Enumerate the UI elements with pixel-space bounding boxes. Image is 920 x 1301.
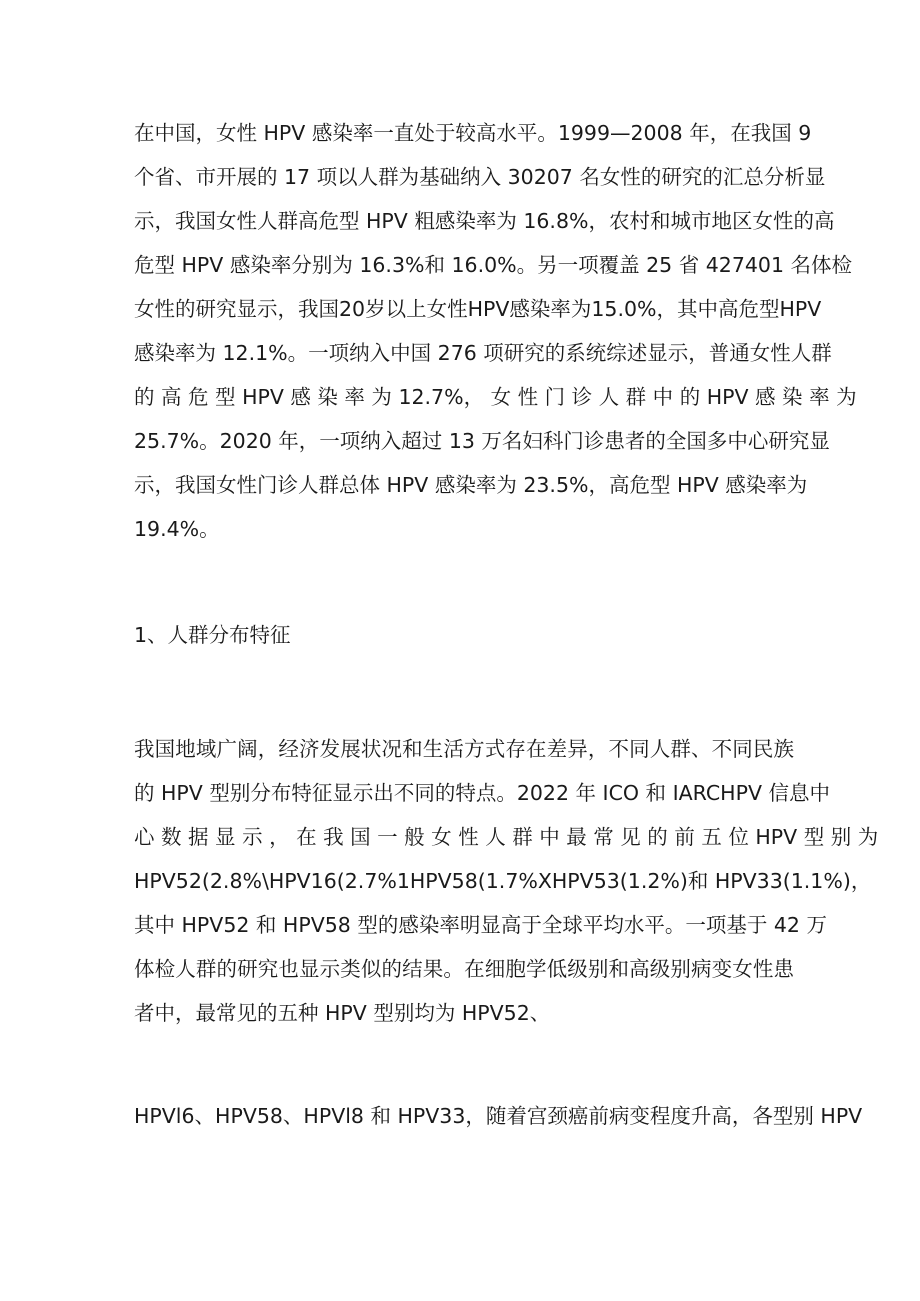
paragraph-1-line-9: 示，我国女性门诊人群总体 HPV 感染率为 23.5%，高危型 HPV 感染率为 [134, 473, 808, 497]
paragraph-1-line-6: 感染率为 12.1%。一项纳入中国 276 项研究的系统综述显示，普通女性人群 [134, 341, 832, 365]
paragraph-1-line-10: 19.4%。 [134, 517, 220, 541]
paragraph-2-line-6: 体检人群的研究也显示类似的结果。在细胞学低级别和高级别病变女性患 [134, 957, 794, 981]
paragraph-2-line-7: 者中，最常见的五种 HPV 型别均为 HPV52、 [134, 1001, 551, 1025]
paragraph-2-line-3: 心 数 据 显 示 ， 在 我 国 一 般 女 性 人 群 中 最 常 见 的 前 五 位 HPV 型 别 为 [134, 825, 879, 849]
paragraph-1-line-7: 的 高 危 型 HPV 感 染 率 为 12.7%， 女 性 门 诊 人 群 中 的 HPV 感 染 率 为 [134, 385, 857, 409]
section-heading: 1、人群分布特征 [134, 623, 291, 647]
paragraph-1-line-5: 女性的研究显示，我国20岁以上女性HPV感染率为15.0%，其中高危型HPV [134, 297, 822, 321]
paragraph-1-line-8: 25.7%。2020 年，一项纳入超过 13 万名妇科门诊患者的全国多中心研究显 [134, 429, 830, 453]
paragraph-3-line-1: HPVl6、HPV58、HPVl8 和 HPV33，随着宫颈癌前病变程度升高，各型别 HPV [134, 1104, 863, 1128]
paragraph-2-line-4: HPV52(2.8%\HPV16(2.7%1HPV58(1.7%XHPV53(1.2%)和 HPV33(1.1%)， [134, 869, 872, 893]
paragraph-1-line-1: 在中国，女性 HPV 感染率一直处于较高水平。1999—2008 年，在我国 9 [134, 121, 812, 145]
paragraph-2-line-2: 的 HPV 型别分布特征显示出不同的特点。2022 年 ICO 和 IARCHPV 信息中 [134, 781, 830, 805]
paragraph-1-line-2: 个省、市开展的 17 项以人群为基础纳入 30207 名女性的研究的汇总分析显 [134, 165, 826, 189]
paragraph-2-line-5: 其中 HPV52 和 HPV58 型的感染率明显高于全球平均水平。一项基于 42 万 [134, 913, 827, 937]
paragraph-2-line-1: 我国地域广阔，经济发展状况和生活方式存在差异，不同人群、不同民族 [134, 737, 794, 761]
paragraph-1-line-3: 示，我国女性人群高危型 HPV 粗感染率为 16.8%，农村和城市地区女性的高 [134, 209, 835, 233]
paragraph-1-line-4: 危型 HPV 感染率分别为 16.3%和 16.0%。另一项覆盖 25 省 427401 名体检 [134, 253, 853, 277]
